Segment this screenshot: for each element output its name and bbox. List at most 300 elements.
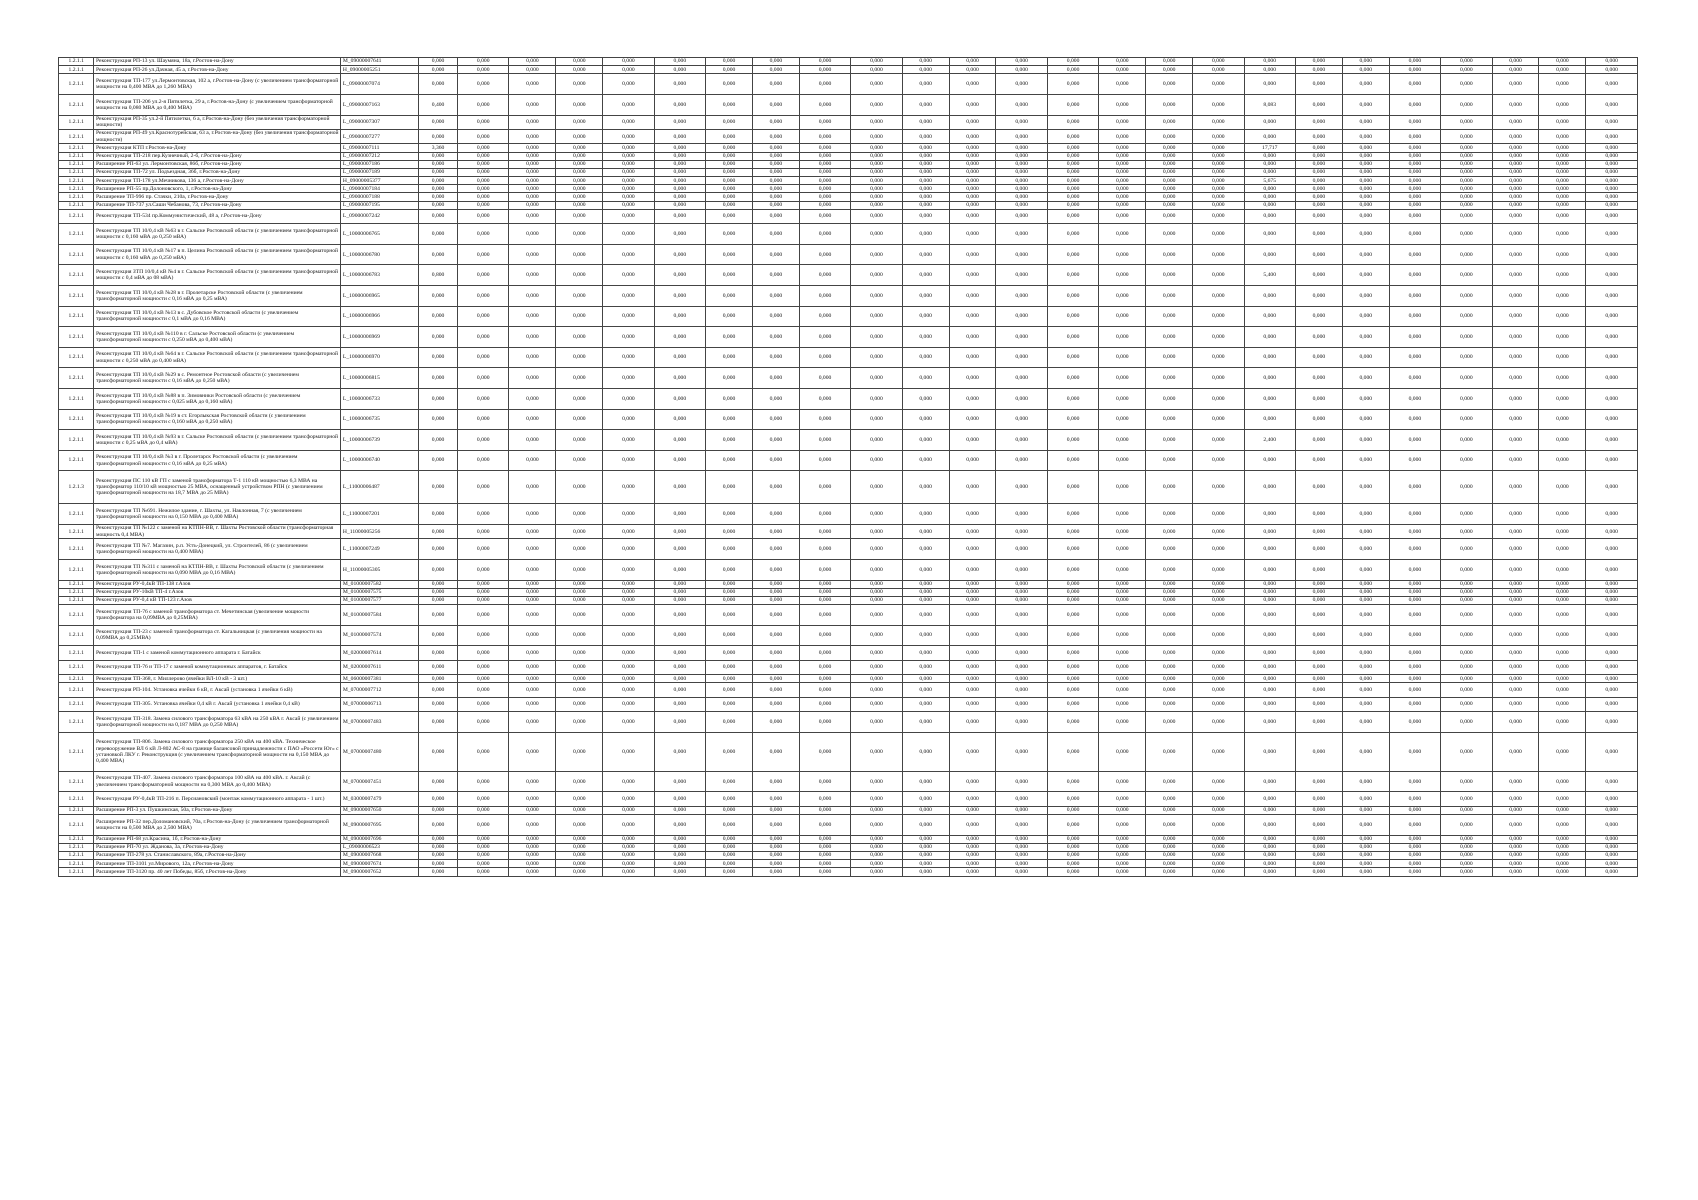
value-cell: 0,000 xyxy=(851,524,902,538)
project-name-cell: Реконструкция ПС 110 кВ ГП с заменой трансформатора Т-1 110 кВ мощностью 6,3 МВА на трансформатор 110/10 кВ мощностью 25 МВА, оснащенный устройством РПН (с увеличением трансформаторной мощности на 18,7 МВА до 25 МВА) xyxy=(94,471,341,504)
value-cell: 0,000 xyxy=(1492,580,1539,588)
value-cell: 0,000 xyxy=(603,580,654,588)
value-cell: 0,000 xyxy=(1047,596,1098,604)
value-cell: 0,000 xyxy=(1441,244,1492,265)
value-cell: 0,000 xyxy=(1586,792,1638,806)
value-cell: 0,000 xyxy=(458,868,509,876)
value-cell: 0,000 xyxy=(603,504,654,525)
value-cell: 0,000 xyxy=(1492,792,1539,806)
value-cell: 0,000 xyxy=(996,185,1047,193)
value-cell: 0,000 xyxy=(1389,471,1440,504)
value-cell: 0,000 xyxy=(1586,144,1638,152)
value-cell: 0,000 xyxy=(1389,193,1440,201)
value-cell: 0,000 xyxy=(1146,185,1193,193)
value-cell: 0,000 xyxy=(1389,851,1440,859)
value-cell: 0,000 xyxy=(1586,712,1638,733)
value-cell: 0,000 xyxy=(1441,388,1492,409)
value-cell: 17,717 xyxy=(1244,144,1295,152)
row-code-cell: 1.2.1.1 xyxy=(59,539,94,560)
value-cell: 0,000 xyxy=(949,347,996,368)
value-cell: 0,000 xyxy=(509,596,556,604)
value-cell: 0,000 xyxy=(1146,224,1193,245)
value-cell: 0,000 xyxy=(1244,792,1295,806)
value-cell: 0,000 xyxy=(1295,185,1342,193)
value-cell: 0,000 xyxy=(902,539,949,560)
value-cell: 0,000 xyxy=(851,144,902,152)
value-cell: 0,000 xyxy=(419,185,458,193)
value-cell: 0,000 xyxy=(799,806,850,814)
row-code-cell: 1.2.1.1 xyxy=(59,806,94,814)
value-cell: 0,000 xyxy=(654,851,705,859)
value-cell: 0,000 xyxy=(851,306,902,327)
value-cell: 0,000 xyxy=(1441,588,1492,596)
value-cell: 0,000 xyxy=(706,814,753,835)
value-cell: 0,000 xyxy=(1389,66,1440,74)
value-cell: 0,000 xyxy=(1146,580,1193,588)
value-cell: 0,000 xyxy=(1539,697,1586,711)
value-cell: 0,000 xyxy=(458,430,509,451)
value-cell: 0,000 xyxy=(752,625,799,646)
project-id-cell: M_02000007614 xyxy=(341,646,419,660)
project-name-cell: Реконструкция РП-13 ул. Шаумяна, 18а, г.Ростов-на-Дону xyxy=(94,58,341,66)
table-row xyxy=(59,697,1638,711)
value-cell: 0,000 xyxy=(1441,732,1492,771)
value-cell: 0,000 xyxy=(1099,792,1146,806)
value-cell: 0,000 xyxy=(1295,860,1342,868)
value-cell: 0,000 xyxy=(556,115,603,129)
row-code-cell: 1.2.1.3 xyxy=(59,471,94,504)
table-row xyxy=(59,58,1638,66)
value-cell: 0,000 xyxy=(1099,201,1146,209)
project-id-cell: L_09000006523 xyxy=(341,843,419,851)
value-cell: 0,000 xyxy=(1342,792,1389,806)
value-cell: 0,000 xyxy=(949,193,996,201)
value-cell: 0,000 xyxy=(1342,588,1389,596)
value-cell: 0,000 xyxy=(1244,129,1295,143)
value-cell: 0,000 xyxy=(1389,646,1440,660)
value-cell: 0,000 xyxy=(1047,327,1098,348)
value-cell: 0,000 xyxy=(1295,409,1342,430)
value-cell: 0,000 xyxy=(902,806,949,814)
value-cell: 0,000 xyxy=(1193,675,1244,683)
project-name-cell: Расширение РП-63 ул. Лермонтовская, 86б, г.Ростов-на-Дону xyxy=(94,160,341,168)
value-cell: 0,000 xyxy=(654,58,705,66)
value-cell: 0,000 xyxy=(996,201,1047,209)
value-cell: 0,000 xyxy=(1492,625,1539,646)
value-cell: 0,000 xyxy=(603,712,654,733)
value-cell: 0,000 xyxy=(1295,539,1342,560)
value-cell: 0,000 xyxy=(1539,115,1586,129)
value-cell: 0,000 xyxy=(1492,504,1539,525)
value-cell: 0,000 xyxy=(458,792,509,806)
table-row xyxy=(59,185,1638,193)
value-cell: 0,000 xyxy=(752,244,799,265)
value-cell: 0,000 xyxy=(458,306,509,327)
value-cell: 0,000 xyxy=(1492,409,1539,430)
value-cell: 0,000 xyxy=(996,286,1047,307)
value-cell: 0,000 xyxy=(1295,712,1342,733)
value-cell: 0,000 xyxy=(1193,201,1244,209)
value-cell: 0,000 xyxy=(603,115,654,129)
value-cell: 5,675 xyxy=(1244,177,1295,185)
value-cell: 0,000 xyxy=(419,160,458,168)
value-cell: 0,000 xyxy=(1342,771,1389,792)
value-cell: 0,000 xyxy=(949,152,996,160)
value-cell: 0,000 xyxy=(752,771,799,792)
row-code-cell: 1.2.1.1 xyxy=(59,94,94,115)
value-cell: 0,000 xyxy=(996,327,1047,348)
value-cell: 0,000 xyxy=(509,388,556,409)
value-cell: 0,000 xyxy=(603,860,654,868)
value-cell: 0,000 xyxy=(799,177,850,185)
value-cell: 0,000 xyxy=(1342,209,1389,223)
value-cell: 0,000 xyxy=(851,851,902,859)
value-cell: 0,000 xyxy=(556,201,603,209)
value-cell: 0,000 xyxy=(1586,327,1638,348)
value-cell: 0,000 xyxy=(706,265,753,286)
value-cell: 0,000 xyxy=(1146,244,1193,265)
value-cell: 0,000 xyxy=(706,115,753,129)
value-cell: 0,000 xyxy=(1146,851,1193,859)
value-cell: 0,000 xyxy=(1047,712,1098,733)
value-cell: 0,000 xyxy=(458,66,509,74)
value-cell: 0,000 xyxy=(556,430,603,451)
project-id-cell: M_09000007695 xyxy=(341,814,419,835)
value-cell: 0,000 xyxy=(1342,201,1389,209)
value-cell: 0,000 xyxy=(1539,625,1586,646)
row-code-cell: 1.2.1.1 xyxy=(59,712,94,733)
value-cell: 0,000 xyxy=(419,697,458,711)
value-cell: 0,000 xyxy=(419,306,458,327)
value-cell: 0,000 xyxy=(1193,605,1244,626)
value-cell: 0,000 xyxy=(603,306,654,327)
value-cell: 0,000 xyxy=(603,94,654,115)
project-name-cell: Реконструкция ТП 10/0,4 кВ №110 в г. Сальске Ростовской области (с увеличением трансформаторной мощности с 0,250 мВА до 0,400 мВА) xyxy=(94,327,341,348)
value-cell: 0,000 xyxy=(1099,675,1146,683)
value-cell: 0,000 xyxy=(419,792,458,806)
row-code-cell: 1.2.1.1 xyxy=(59,792,94,806)
value-cell: 0,000 xyxy=(458,168,509,176)
value-cell: 0,000 xyxy=(458,580,509,588)
value-cell: 0,000 xyxy=(902,851,949,859)
value-cell: 0,000 xyxy=(851,675,902,683)
value-cell: 0,000 xyxy=(902,265,949,286)
value-cell: 0,000 xyxy=(1342,851,1389,859)
value-cell: 0,000 xyxy=(996,74,1047,95)
value-cell: 0,000 xyxy=(1099,129,1146,143)
value-cell: 0,000 xyxy=(1295,868,1342,876)
value-cell: 0,000 xyxy=(458,144,509,152)
value-cell: 0,000 xyxy=(1539,450,1586,471)
value-cell: 0,000 xyxy=(1586,625,1638,646)
value-cell: 0,000 xyxy=(1539,168,1586,176)
value-cell: 0,000 xyxy=(603,74,654,95)
value-cell: 0,000 xyxy=(654,152,705,160)
value-cell: 0,000 xyxy=(1539,201,1586,209)
value-cell: 0,000 xyxy=(1539,835,1586,843)
value-cell: 0,000 xyxy=(799,683,850,697)
value-cell: 0,000 xyxy=(1146,201,1193,209)
value-cell: 0,000 xyxy=(706,792,753,806)
value-cell: 0,000 xyxy=(1047,771,1098,792)
value-cell: 0,000 xyxy=(1099,605,1146,626)
value-cell: 0,000 xyxy=(1193,580,1244,588)
value-cell: 0,000 xyxy=(706,835,753,843)
value-cell: 0,000 xyxy=(851,115,902,129)
value-cell: 0,000 xyxy=(996,504,1047,525)
value-cell: 0,000 xyxy=(752,327,799,348)
value-cell: 0,000 xyxy=(1244,712,1295,733)
investment-program-table xyxy=(58,57,1638,877)
value-cell: 0,000 xyxy=(1295,244,1342,265)
value-cell: 0,000 xyxy=(1389,74,1440,95)
value-cell: 0,000 xyxy=(603,450,654,471)
value-cell: 0,000 xyxy=(1492,201,1539,209)
value-cell: 0,000 xyxy=(851,596,902,604)
value-cell: 0,000 xyxy=(1539,160,1586,168)
project-name-cell: Расширение ТП-3101 ул.Мирового, 12а, г.Ростов-на-Дону xyxy=(94,860,341,868)
project-name-cell: Реконструкция РП-104. Установка ячейки 6 кВ, г. Аксай (установка 1 ячейки 6 кВ) xyxy=(94,683,341,697)
value-cell: 0,000 xyxy=(1342,58,1389,66)
value-cell: 0,000 xyxy=(706,94,753,115)
value-cell: 0,000 xyxy=(1244,588,1295,596)
value-cell: 0,000 xyxy=(1244,409,1295,430)
value-cell: 0,000 xyxy=(1342,168,1389,176)
project-id-cell: L_10000006969 xyxy=(341,327,419,348)
value-cell: 0,000 xyxy=(1295,388,1342,409)
value-cell: 0,000 xyxy=(1389,504,1440,525)
value-cell: 0,000 xyxy=(996,524,1047,538)
value-cell: 0,000 xyxy=(603,177,654,185)
value-cell: 0,000 xyxy=(1539,559,1586,580)
value-cell: 0,000 xyxy=(799,860,850,868)
value-cell: 0,000 xyxy=(902,347,949,368)
value-cell: 0,000 xyxy=(1099,524,1146,538)
value-cell: 0,000 xyxy=(799,224,850,245)
value-cell: 0,000 xyxy=(706,860,753,868)
value-cell: 0,000 xyxy=(1539,843,1586,851)
value-cell: 0,000 xyxy=(1586,646,1638,660)
value-cell: 0,000 xyxy=(1389,224,1440,245)
value-cell: 0,000 xyxy=(851,430,902,451)
value-cell: 0,000 xyxy=(1586,697,1638,711)
value-cell: 0,000 xyxy=(1146,430,1193,451)
value-cell: 0,000 xyxy=(556,306,603,327)
value-cell: 0,000 xyxy=(1193,712,1244,733)
table-row xyxy=(59,450,1638,471)
value-cell: 0,000 xyxy=(1193,265,1244,286)
value-cell: 0,000 xyxy=(752,193,799,201)
value-cell: 0,000 xyxy=(654,209,705,223)
value-cell: 0,000 xyxy=(949,327,996,348)
value-cell: 0,000 xyxy=(458,193,509,201)
value-cell: 0,000 xyxy=(1441,504,1492,525)
value-cell: 0,000 xyxy=(603,244,654,265)
value-cell: 0,000 xyxy=(556,675,603,683)
value-cell: 0,000 xyxy=(1146,409,1193,430)
value-cell: 0,000 xyxy=(706,193,753,201)
value-cell: 0,000 xyxy=(1244,605,1295,626)
value-cell: 0,000 xyxy=(458,559,509,580)
project-name-cell: Реконструкция ТП-318. Замена силового трансформатора 63 кВА на 250 кВА г. Аксай (с увеличением трансформаторной мощности на 0,187 МВА до 0,250 МВА) xyxy=(94,712,341,733)
project-id-cell: L_09000007184 xyxy=(341,185,419,193)
value-cell: 0,000 xyxy=(1539,185,1586,193)
value-cell: 0,000 xyxy=(1146,588,1193,596)
value-cell: 0,000 xyxy=(996,559,1047,580)
table-row xyxy=(59,74,1638,95)
value-cell: 0,000 xyxy=(1539,94,1586,115)
project-id-cell: L_09000007277 xyxy=(341,129,419,143)
value-cell: 0,000 xyxy=(1539,683,1586,697)
value-cell: 0,000 xyxy=(1342,144,1389,152)
value-cell: 0,000 xyxy=(706,168,753,176)
value-cell: 0,000 xyxy=(996,244,1047,265)
value-cell: 0,000 xyxy=(1047,193,1098,201)
value-cell: 0,000 xyxy=(752,306,799,327)
value-cell: 0,000 xyxy=(949,244,996,265)
value-cell: 0,000 xyxy=(799,660,850,674)
value-cell: 0,000 xyxy=(603,675,654,683)
value-cell: 0,000 xyxy=(949,625,996,646)
value-cell: 0,000 xyxy=(419,646,458,660)
value-cell: 0,000 xyxy=(1193,144,1244,152)
value-cell: 0,000 xyxy=(1539,868,1586,876)
table-row xyxy=(59,625,1638,646)
value-cell: 0,000 xyxy=(851,625,902,646)
value-cell: 0,000 xyxy=(1244,193,1295,201)
value-cell: 0,000 xyxy=(799,625,850,646)
value-cell: 0,000 xyxy=(1492,209,1539,223)
value-cell: 0,000 xyxy=(1244,771,1295,792)
value-cell: 0,000 xyxy=(1244,368,1295,389)
value-cell: 0,000 xyxy=(1295,286,1342,307)
value-cell: 0,000 xyxy=(1244,74,1295,95)
value-cell: 0,000 xyxy=(556,185,603,193)
project-id-cell: L_10000006966 xyxy=(341,306,419,327)
value-cell: 0,000 xyxy=(1244,524,1295,538)
value-cell: 0,000 xyxy=(509,539,556,560)
value-cell: 0,000 xyxy=(1492,66,1539,74)
value-cell: 0,000 xyxy=(458,732,509,771)
value-cell: 0,000 xyxy=(902,168,949,176)
value-cell: 0,000 xyxy=(1441,539,1492,560)
value-cell: 0,000 xyxy=(949,697,996,711)
value-cell: 0,000 xyxy=(1492,675,1539,683)
value-cell: 0,000 xyxy=(509,177,556,185)
value-cell: 0,000 xyxy=(1492,58,1539,66)
value-cell: 0,000 xyxy=(996,144,1047,152)
value-cell: 0,000 xyxy=(1295,129,1342,143)
row-code-cell: 1.2.1.1 xyxy=(59,835,94,843)
project-id-cell: M_07000007483 xyxy=(341,712,419,733)
value-cell: 0,000 xyxy=(752,177,799,185)
value-cell: 0,000 xyxy=(1099,732,1146,771)
value-cell: 0,000 xyxy=(1441,605,1492,626)
table-row xyxy=(59,201,1638,209)
value-cell: 0,000 xyxy=(1146,177,1193,185)
project-id-cell: L_09000007242 xyxy=(341,209,419,223)
value-cell: 0,000 xyxy=(1342,368,1389,389)
value-cell: 0,000 xyxy=(996,306,1047,327)
value-cell: 0,000 xyxy=(458,471,509,504)
value-cell: 0,000 xyxy=(752,115,799,129)
value-cell: 0,000 xyxy=(1441,185,1492,193)
value-cell: 0,000 xyxy=(949,388,996,409)
project-id-cell: L_10000006733 xyxy=(341,388,419,409)
project-name-cell: Реконструкция РП-26 ул.Дачная, 45 а, г.Ростов-на-Дону xyxy=(94,66,341,74)
value-cell: 0,000 xyxy=(1586,835,1638,843)
value-cell: 0,000 xyxy=(1193,152,1244,160)
value-cell: 0,000 xyxy=(556,224,603,245)
value-cell: 0,000 xyxy=(1342,843,1389,851)
value-cell: 0,000 xyxy=(996,388,1047,409)
value-cell: 0,000 xyxy=(603,368,654,389)
value-cell: 0,000 xyxy=(1146,327,1193,348)
value-cell: 0,000 xyxy=(902,94,949,115)
value-cell: 0,000 xyxy=(949,450,996,471)
value-cell: 0,000 xyxy=(1342,129,1389,143)
value-cell: 0,000 xyxy=(419,524,458,538)
value-cell: 0,000 xyxy=(851,286,902,307)
value-cell: 0,000 xyxy=(603,471,654,504)
value-cell: 0,000 xyxy=(706,559,753,580)
value-cell: 0,000 xyxy=(1389,843,1440,851)
project-name-cell: Расширение РП-32 пер.Доломановский, 70а, г.Ростов-на-Дону (с увеличением трансформаторной мощности на 0,500 МВА до 2,500 МВА) xyxy=(94,814,341,835)
value-cell: 0,000 xyxy=(509,286,556,307)
value-cell: 0,000 xyxy=(654,144,705,152)
value-cell: 0,000 xyxy=(949,58,996,66)
value-cell: 0,000 xyxy=(1146,160,1193,168)
value-cell: 0,000 xyxy=(752,504,799,525)
project-id-cell: H_09000005377 xyxy=(341,177,419,185)
value-cell: 0,000 xyxy=(1295,792,1342,806)
value-cell: 0,000 xyxy=(556,843,603,851)
value-cell: 0,000 xyxy=(1389,286,1440,307)
value-cell: 0,000 xyxy=(902,160,949,168)
project-id-cell: M_07000007451 xyxy=(341,771,419,792)
value-cell: 0,000 xyxy=(419,712,458,733)
project-name-cell: Реконструкция ТП-178 ул.Мечникова, 136 а, г.Ростов-на-Дону xyxy=(94,177,341,185)
value-cell: 0,000 xyxy=(1193,168,1244,176)
value-cell: 0,000 xyxy=(752,683,799,697)
value-cell: 0,000 xyxy=(556,539,603,560)
value-cell: 0,000 xyxy=(902,185,949,193)
value-cell: 0,000 xyxy=(949,814,996,835)
value-cell: 0,000 xyxy=(902,596,949,604)
value-cell: 0,000 xyxy=(654,580,705,588)
value-cell: 0,000 xyxy=(654,646,705,660)
value-cell: 0,000 xyxy=(1441,660,1492,674)
value-cell: 0,000 xyxy=(1586,388,1638,409)
value-cell: 0,000 xyxy=(1047,185,1098,193)
value-cell: 0,000 xyxy=(1146,66,1193,74)
value-cell: 0,000 xyxy=(654,860,705,868)
value-cell: 0,000 xyxy=(1441,327,1492,348)
value-cell: 0,000 xyxy=(1492,144,1539,152)
project-id-cell: M_06000007381 xyxy=(341,675,419,683)
value-cell: 0,000 xyxy=(752,712,799,733)
value-cell: 0,000 xyxy=(1244,675,1295,683)
value-cell: 0,000 xyxy=(1047,539,1098,560)
value-cell: 0,000 xyxy=(1441,771,1492,792)
value-cell: 0,000 xyxy=(752,58,799,66)
value-cell: 0,000 xyxy=(996,596,1047,604)
value-cell: 0,000 xyxy=(603,792,654,806)
value-cell: 0,000 xyxy=(1047,168,1098,176)
project-name-cell: Реконструкция РУ-0,4 кВ ТП-123 г.Азов xyxy=(94,596,341,604)
value-cell: 0,000 xyxy=(654,588,705,596)
value-cell: 0,000 xyxy=(1389,388,1440,409)
